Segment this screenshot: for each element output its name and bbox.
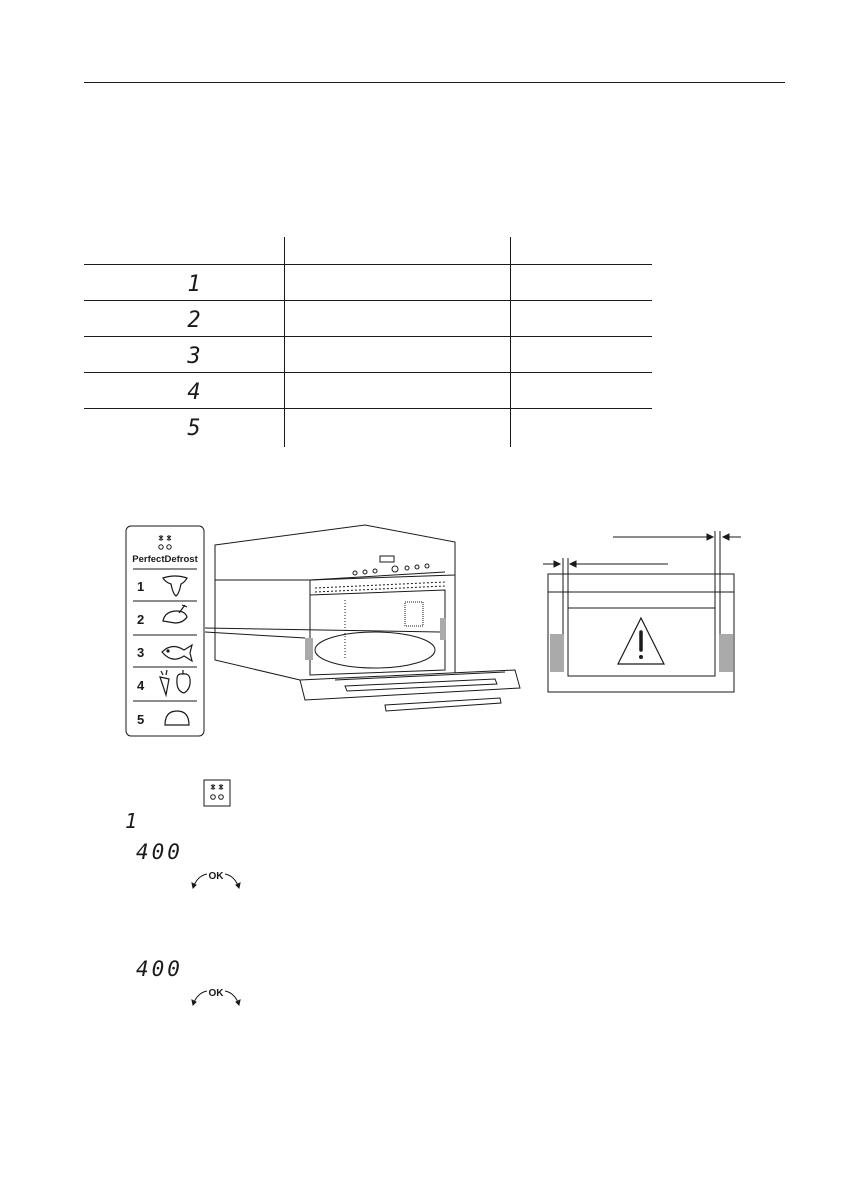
panel-item-number: 2 <box>137 612 145 627</box>
table-row <box>144 343 204 377</box>
table-column-divider <box>510 237 511 447</box>
lcd-digit-icon <box>184 307 204 331</box>
lcd-digits-icon <box>132 956 196 980</box>
table-row <box>144 307 204 341</box>
defrost-snowflake-icon <box>203 779 231 807</box>
svg-text:400: 400 <box>136 840 183 863</box>
perfectdefrost-panel <box>125 525 205 737</box>
rotary-ok-icon <box>188 868 244 894</box>
defrost-button[interactable] <box>203 779 231 811</box>
programme-display <box>124 809 138 835</box>
warning-triangle-icon <box>618 618 664 664</box>
vent-grille-right <box>719 634 733 672</box>
table-row <box>144 379 204 413</box>
table-column-divider <box>284 237 285 447</box>
svg-text:1: 1 <box>187 272 201 295</box>
table-row <box>144 415 204 449</box>
svg-text:4: 4 <box>187 380 201 403</box>
weight-display <box>132 839 196 867</box>
lcd-digit-icon <box>184 415 204 439</box>
weight-display <box>132 956 196 984</box>
rotary-ok-icon <box>188 985 244 1011</box>
panel-title: PerfectDefrost <box>132 554 198 565</box>
svg-text:3: 3 <box>187 344 201 367</box>
panel-item-number: 5 <box>137 712 145 727</box>
side-grille-left <box>305 638 313 660</box>
panel-item-number: 4 <box>137 678 145 693</box>
svg-text:2: 2 <box>187 308 201 331</box>
panel-item-number: 1 <box>137 579 145 594</box>
lcd-digit-icon <box>124 809 138 831</box>
oven-illustration <box>205 520 525 745</box>
svg-text:1: 1 <box>124 809 138 831</box>
table-row <box>144 271 204 305</box>
svg-text:OK: OK <box>208 871 224 882</box>
lcd-digit-icon <box>184 343 204 367</box>
lcd-digit-icon <box>184 271 204 295</box>
rotary-ok-control[interactable] <box>188 868 244 898</box>
side-grille-right <box>440 618 446 640</box>
header-rule <box>84 82 785 83</box>
installation-dimensions-diagram <box>538 528 743 698</box>
panel-item-number: 3 <box>137 645 145 660</box>
svg-text:5: 5 <box>187 416 201 439</box>
svg-text:400: 400 <box>136 957 183 980</box>
rotary-ok-control[interactable] <box>188 985 244 1015</box>
vent-grille-left <box>550 634 564 672</box>
lcd-digit-icon <box>184 379 204 403</box>
table-row-divider <box>84 264 652 265</box>
turntable <box>315 632 435 668</box>
lcd-digits-icon <box>132 839 196 863</box>
programme-table <box>84 237 652 447</box>
svg-text:OK: OK <box>208 988 224 999</box>
